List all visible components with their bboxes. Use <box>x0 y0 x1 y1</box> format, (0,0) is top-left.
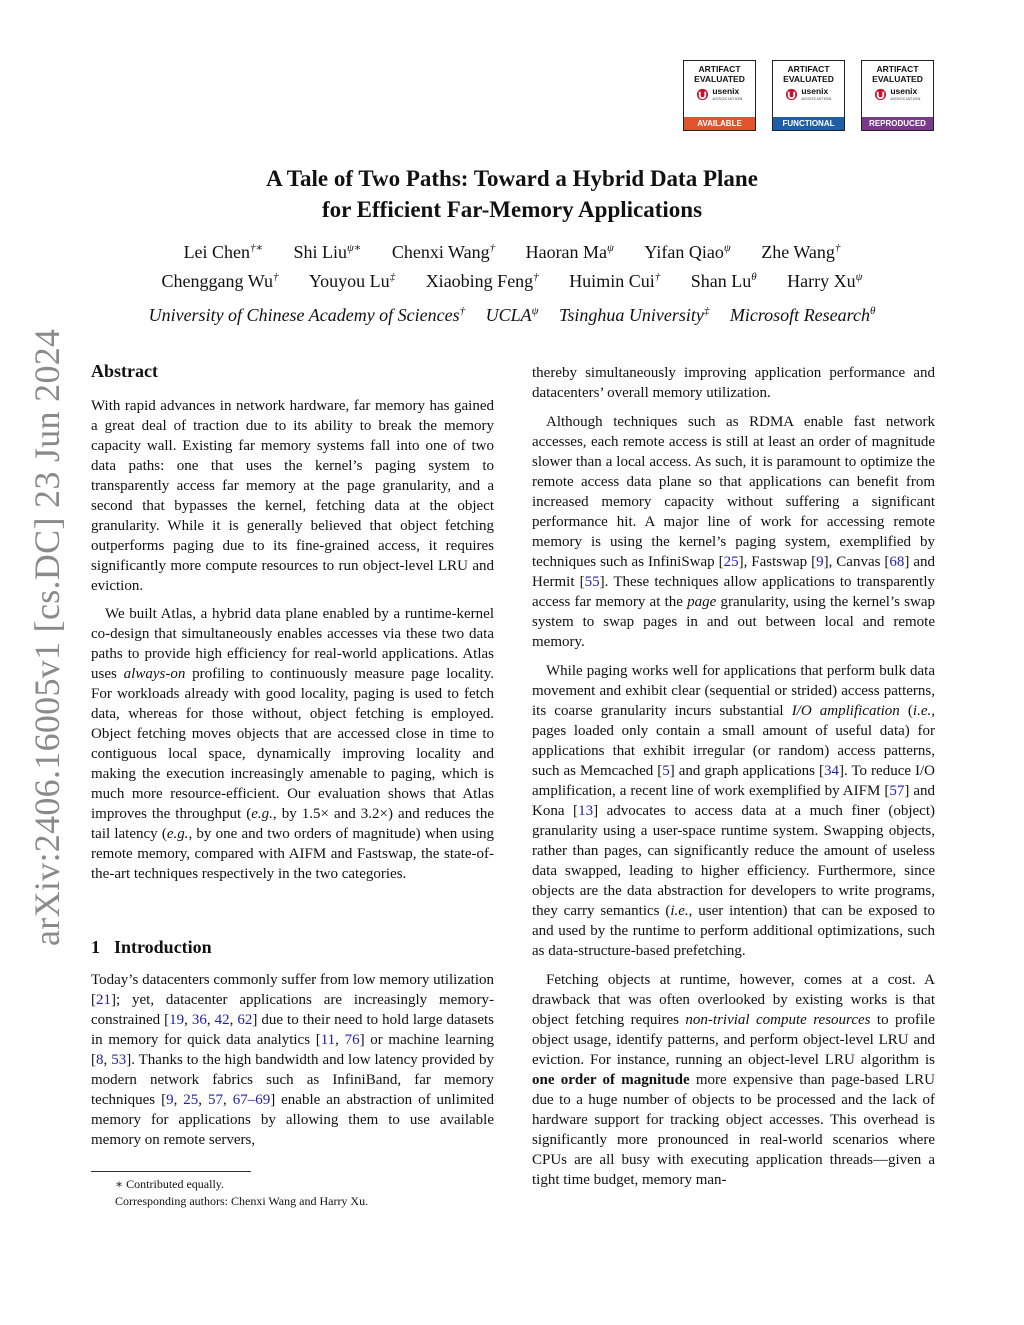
badge-status: REPRODUCED <box>862 117 933 130</box>
authors-row-2 <box>0 271 1024 292</box>
introduction-body <box>91 970 494 1150</box>
badge-line2: EVALUATED <box>783 74 834 84</box>
affiliation: Tsinghua University‡ <box>559 305 710 325</box>
badge-line1: ARTIFACT <box>698 64 741 74</box>
abstract-paragraph-1: With rapid advances in network hardware, far memory has gained a great deal of traction due to its ability to break the memory capacity wall. Existing far memory systems fall into one of two data paths: one that uses the kernel’s paging system to transparently access far memory at the page granularity, and a second that bypasses the kernel, fetching data at the object granularity. While it is generally believed that object fetching outperforms paging due to its fine-grained access, it requires significantly more compute resources to run object-level LRU and eviction. <box>91 398 494 594</box>
arxiv-side-stamp <box>22 328 67 950</box>
badge-line1: ARTIFACT <box>876 64 919 74</box>
usenix-logo-icon <box>874 88 887 101</box>
badge-brand: usenix <box>890 86 918 96</box>
usenix-logo-icon <box>785 88 798 101</box>
badge-functional <box>772 60 845 131</box>
author: Yifan Qiao$^\psi$ <box>644 242 731 262</box>
badge-reproduced <box>861 60 934 131</box>
intro-paragraph-1-cont: thereby simultaneously improving application performance and datacenters’ overall memory utilization. <box>532 365 935 401</box>
abstract-heading: Abstract <box>91 361 158 381</box>
badge-brand: usenix <box>712 86 740 96</box>
title-line-1: A Tale of Two Paths: Toward a Hybrid Data Plane <box>266 166 758 191</box>
footnotes <box>115 1176 368 1210</box>
author: Shi Liu$^{\psi∗}$ <box>293 242 362 262</box>
badge-status: AVAILABLE <box>684 117 755 130</box>
artifact-badges <box>683 60 934 131</box>
usenix-logo-icon <box>696 88 709 101</box>
badge-line1: ARTIFACT <box>787 64 830 74</box>
author: Xiaobing Feng† <box>425 271 539 291</box>
badge-line2: EVALUATED <box>694 74 745 84</box>
badge-assoc: ASSOCIATION <box>890 96 921 101</box>
badge-status: FUNCTIONAL <box>773 117 844 130</box>
affiliation: Microsoft Research$^\theta$ <box>729 305 876 325</box>
author: Chenggang Wu† <box>161 271 279 291</box>
author: Harry $Xu^\psi$ <box>787 271 863 291</box>
author: Zhe Wang† <box>761 242 841 262</box>
section-title: Introduction <box>114 937 212 957</box>
affiliation: University of Chinese Academy of Sciences† <box>148 305 466 325</box>
abstract-paragraph-2: We built Atlas, a hybrid data plane enabled by a runtime-kernel co-design that simultaneously enables accesses via these two data paths to provide high efficiency for real-world applications. Atlas uses always-on profiling to continuously measure page locality. For workloads already with good locality, paging is used to fetch data, whereas for those without, object fetching is employed. Object fetching moves objects that are accessed close in time to contiguous local space, dynamically improving locality and making the execution increasingly amenable to paging, which is much more resource-efficient. Our evaluation shows that Atlas improves the throughput (e.g., by 1.5× and 3.2×) and reduces the tail latency (e.g., by one and two orders of magnitude) when using remote memory, compared with AIFM and Fastswap, the state-of-the-art techniques respectively in the two categories. <box>91 606 494 882</box>
intro-paragraph-4: Fetching objects at runtime, however, comes at a cost. A drawback that was often overlooked by existing works is that object fetching requires non-trivial compute resources to profile object usage, identify patterns, and perform object-level LRU and eviction. For instance, running an object-level LRU algorithm is one order of magnitude more expensive than page-based LRU due to a huge number of objects to be processed and the lack of hardware support for tracking object accesses. This overhead is significantly more pronounced in real-world scenarios where CPUs are all busy with executing application threads—given a tight time budget, memory man- <box>532 972 936 1188</box>
footnote-contributed: ∗ Contributed equally. <box>115 1177 225 1191</box>
right-column-body <box>532 363 935 1199</box>
badge-assoc: ASSOCIATION <box>801 96 832 101</box>
abstract-body <box>91 396 494 892</box>
footnote-rule <box>91 1171 251 1172</box>
author: Haoran $Ma^\psi$ <box>525 242 614 262</box>
author: Chenxi Wang† <box>391 242 496 262</box>
intro-paragraph-3: While paging works well for applications that perform bulk data movement and exhibit clear (sequential or strided) access patterns, its coarse granularity incurs substantial I/O amplification (i.e., pages loaded only contain a small amount of useful data) for applications that exhibit irregular (or random) access patterns, such as Memcached [5] and graph applications [34]. To reduce I/O amplification, a recent line of work exemplified by AIFM [57] and Kona [13] advocates to access data at a much finer (object) granularity using a user-space runtime system. Swapping objects, rather than pages, can significantly reduce the amount of useless data swapped, leading to higher efficiency. Furthermore, since objects are the data abstraction for developers to write programs, they carry semantics (i.e., user intention) that can be exposed to and used by the runtime to perform additional optimizations, such as data-structure-based prefetching. <box>532 663 935 959</box>
section-number: 1 <box>91 937 100 957</box>
introduction-heading <box>91 937 212 958</box>
intro-paragraph-1: Today’s datacenters commonly suffer from low memory utilization [21]; yet, datacenter applications are increasingly memory-constrained [19, 36, 42, 62] due to their need to hold large datasets in memory for quick data analytics [11, 76] or machine learning [8, 53]. Thanks to the high bandwidth and low latency provided by modern network fabrics such as InfiniBand, far memory techniques [9, 25, 57, 67–69] enable an abstraction of unlimited memory for applications by allowing them to use available memory on remote servers, <box>91 972 495 1148</box>
authors-row-1 <box>0 241 1024 263</box>
author: Lei Chen†∗ <box>183 242 264 262</box>
footnote-corresponding: Corresponding authors: Chenxi Wang and Harry Xu. <box>115 1194 369 1208</box>
author: Huimin Cui† <box>569 271 661 291</box>
badge-line2: EVALUATED <box>872 74 923 84</box>
author: Youyou Lu‡ <box>308 271 396 291</box>
affiliation: $UCLA^\psi$ <box>485 305 539 325</box>
title-line-2: for Efficient Far-Memory Applications <box>321 197 703 222</box>
author: Shan $Lu^\theta$ <box>690 271 757 291</box>
paper-title <box>0 163 1024 225</box>
badge-available <box>683 60 756 131</box>
intro-paragraph-2: Although techniques such as RDMA enable fast network accesses, each remote access is still at least an order of magnitude slower than a local access. As such, it is paramount to optimize the remote access data plane so that applications can benefit from increased memory capacity without suffering a significant performance hit. A major line of work for accessing remote memory is using the kernel’s paging system, exemplified by techniques such as InfiniSwap [25], Fastswap [9], Canvas [68] and Hermit [55]. These techniques allow applications to transparently access far memory at the page granularity, using the kernel’s swap system to swap pages in and out between local and remote memory. <box>532 414 936 650</box>
badge-assoc: ASSOCIATION <box>712 96 743 101</box>
arxiv-identifier: arXiv:2406.16005v1 [cs.DC] 23 Jun 2024 <box>27 328 67 946</box>
affiliations <box>0 305 1024 326</box>
badge-brand: usenix <box>801 86 829 96</box>
